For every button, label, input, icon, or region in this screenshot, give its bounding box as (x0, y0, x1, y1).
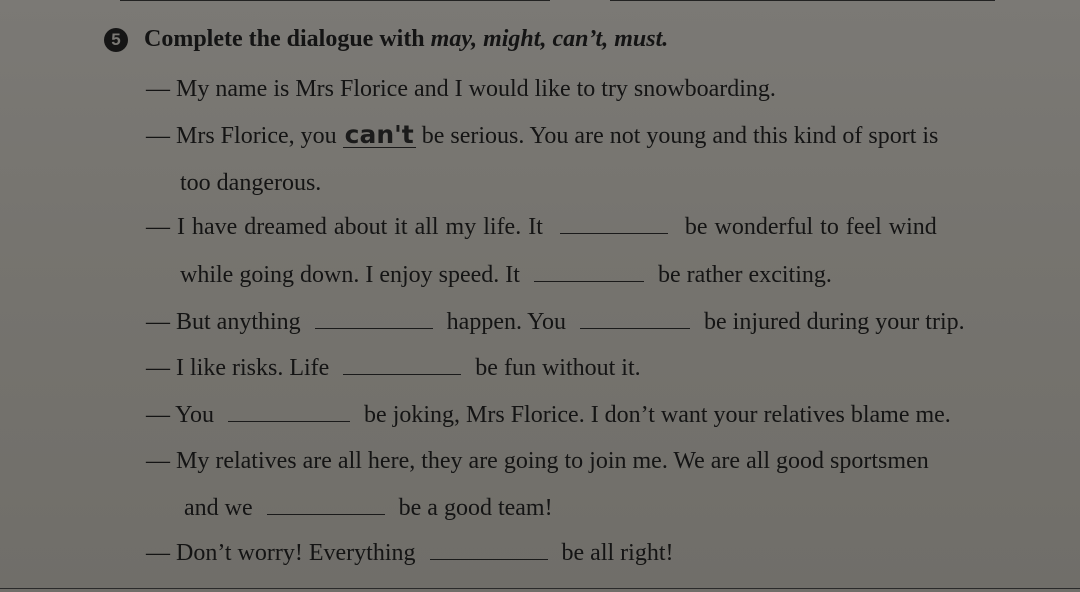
dialogue-line-7 (146, 353, 641, 383)
line-text: while going down. I enjoy speed. It (180, 262, 520, 288)
line-text: be joking, Mrs Florice. I don’t want your relatives blame me. (364, 402, 951, 428)
answer-blank[interactable] (580, 308, 690, 329)
dialogue-line-2 (146, 121, 938, 151)
answer-blank[interactable] (430, 539, 548, 560)
dialogue-line-11 (146, 538, 673, 568)
line-text: — Mrs Florice, you (146, 123, 337, 149)
dialogue-line-6 (146, 307, 965, 337)
line-text: — My name is Mrs Florice and I would like to try snowboarding. (146, 76, 776, 102)
line-text: be all right! (561, 540, 674, 566)
line-text: — My relatives are all here, they are going to join me. We are all good sportsmen (146, 448, 929, 474)
dialogue-line-3 (180, 168, 321, 198)
line-text: be a good team! (398, 495, 553, 521)
line-text: be fun without it. (475, 355, 641, 381)
top-rule-left (120, 0, 550, 1)
answer-blank[interactable] (315, 308, 433, 329)
line-text: be injured during your trip. (704, 309, 965, 335)
dialogue-line-1 (146, 74, 776, 104)
answer-blank[interactable] (228, 401, 350, 422)
answer-blank[interactable] (343, 354, 461, 375)
dialogue-line-10 (184, 493, 553, 523)
line-text: be serious. You are not young and this kind of sport is (421, 123, 939, 149)
line-text: — I like risks. Life (146, 355, 330, 381)
line-text: — I have dreamed about it all my life. It (146, 214, 543, 240)
top-rule-right (610, 0, 995, 1)
line-text: too dangerous. (180, 170, 322, 196)
line-text: — Don’t worry! Everything (146, 540, 416, 566)
bottom-rule (0, 588, 1080, 589)
dialogue-line-4 (146, 212, 937, 242)
dialogue-line-9 (146, 446, 929, 476)
answer-blank[interactable] (534, 261, 644, 282)
line-text: happen. You (446, 309, 567, 335)
line-text: — But anything (146, 309, 301, 335)
dialogue-line-8 (146, 400, 951, 430)
line-text: be rather exciting. (657, 262, 832, 288)
exercise-number-badge: 5 (104, 28, 128, 52)
answer-blank[interactable] (267, 494, 385, 515)
answer-blank-filled[interactable]: can't (344, 120, 414, 149)
line-text: and we (184, 495, 253, 521)
dialogue-line-5 (180, 260, 832, 290)
line-text: be wonderful to feel wind (684, 214, 937, 240)
exercise-heading (104, 26, 668, 53)
line-text: — You (146, 402, 215, 428)
answer-blank[interactable] (560, 213, 668, 234)
exercise-modals: may, might, can’t, must. (430, 26, 669, 52)
exercise-title: Complete the dialogue with (144, 26, 425, 52)
